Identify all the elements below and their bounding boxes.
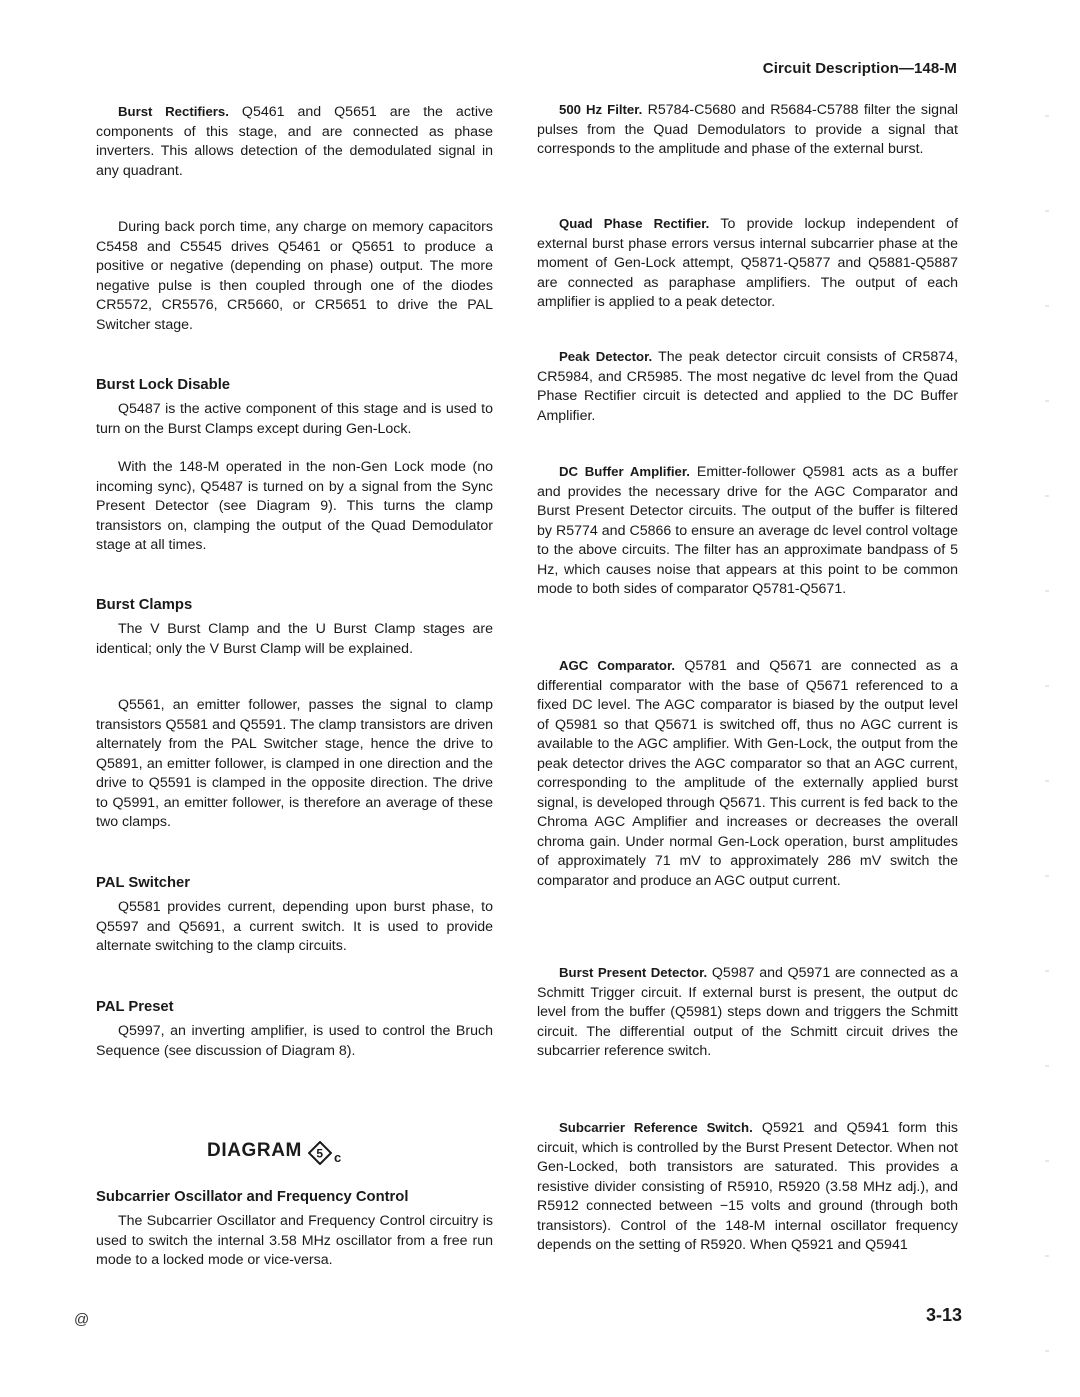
- paragraph-text: The peak detector circuit consists of CR5874, CR5984, and CR5985. The most negative dc level from the Quad Phase Rectifier circuit is detected and applied to the DC Buffer Amplifier.: [537, 349, 958, 424]
- peak-detector-paragraph: [537, 347, 958, 426]
- pal-switcher-section: [96, 874, 493, 957]
- diagram-number-diamond-icon: [308, 1141, 328, 1161]
- pal-preset-paragraph: Q5997, an inverting amplifier, is used to control the Bruch Sequence (see discussion of Diagram 8).: [96, 1023, 493, 1059]
- paragraph-text: To provide lockup independent of external burst phase errors versus internal subcarrier phase at the moment of Gen-Lock attempt, Q5871-Q5877 and Q5881-Q5887 are connected as paraphase amplifiers. The output of each amplifier is applied to a peak detector.: [537, 216, 959, 310]
- quad-phase-rectifier-paragraph: [537, 214, 958, 313]
- paragraph-text: Q5781 and Q5671 are connected as a differential comparator with the base of Q5671 referenced to a fixed DC level. The AGC comparator is biased by the output level of Q5981 so that Q5671 is switched off, thus no AGC current is available to the AGC amplifier. With Gen-Lock, the output from the peak detector drives the AGC comparator so that an AGC current, corresponding to the amplitude of the externally applied burst signal, is developed through Q5671. This current is fed back to the Chroma AGC Amplifier and increases or decreases the overall chroma gain. Under normal Gen-Lock operation, burst amplitudes of approximately 71 mV to approximately 286 mV switch the comparator and produce an AGC output current.: [537, 658, 958, 889]
- burst-clamps-paragraph-2: Q5561, an emitter follower, passes the signal to clamp transistors Q5581 and Q5591. The clamp transistors are driven alternately from the PAL Switcher stage, hence the drive to Q5891, an emitter follower, is clamped in one direction and the drive to Q5591 is clamped in the opposite direction. The drive to Q5991, an emitter follower, is therefore an average of these two clamps.: [96, 697, 493, 830]
- burst-present-detector-paragraph: [537, 963, 958, 1062]
- burst-rectifiers-paragraph: [96, 102, 493, 181]
- paragraph-text: Q5921 and Q5941 form this circuit, which is controlled by the Burst Present Detector. When not Gen-Locked, both transistors are saturated. This provides a resistive divider consisting of R5910, R5920 (3.58 MHz adj.), and R5912 connected between −15 volts and ground (through both transistors). Control of the 148-M internal oscillator frequency depends on the setting of R5920. When Q5921 and Q5941: [537, 1120, 959, 1253]
- paragraph-lead: Burst Present Detector.: [559, 965, 708, 980]
- dc-buffer-amplifier-paragraph: [537, 462, 958, 600]
- paragraph-lead: Subcarrier Reference Switch.: [559, 1120, 753, 1135]
- subcarrier-reference-switch-paragraph: [537, 1118, 958, 1256]
- diagram-label: DIAGRAM: [207, 1140, 302, 1161]
- back-porch-section: [96, 218, 493, 335]
- filter-500hz-section: [537, 100, 958, 160]
- section-heading: Burst Lock Disable: [96, 377, 231, 393]
- quad-phase-rectifier-section: [537, 214, 958, 313]
- section-heading: Subcarrier Oscillator and Frequency Control: [96, 1189, 409, 1205]
- section-heading: PAL Preset: [96, 999, 174, 1015]
- pal-preset-section: [96, 998, 493, 1061]
- paragraph-text: R5784-C5680 and R5684-C5788 filter the signal pulses from the Quad Demodulators to provide a signal that corresponds to the amplitude and phase of the external burst.: [537, 102, 958, 157]
- dc-buffer-amplifier-section: [537, 462, 958, 600]
- burst-lock-disable-continued: [96, 458, 493, 556]
- diagram-suffix: c: [333, 1150, 342, 1165]
- agc-comparator-section: [537, 656, 958, 891]
- filter-500hz-paragraph: [537, 100, 958, 160]
- paragraph-text: Emitter-follower Q5981 acts as a buffer and provides the necessary drive for the AGC Comparator and Burst Present Detector circuits. The output of the buffer is filtered by R5774 and C5866 to ensure an average dc level control voltage to the above circuits. The filter has an approximate bandpass of 5 Hz, which causes noise that appears at this point to be common mode to both sides of comparator Q5781-Q5671.: [537, 464, 958, 597]
- burst-rectifiers-section: [96, 102, 493, 181]
- burst-clamps-section: [96, 596, 493, 659]
- subcarrier-reference-switch-section: [537, 1118, 958, 1256]
- paragraph-lead: DC Buffer Amplifier.: [559, 464, 690, 479]
- paragraph-lead: AGC Comparator.: [559, 658, 676, 673]
- footer-mark: @: [74, 1311, 90, 1328]
- section-heading: Burst Clamps: [96, 597, 193, 613]
- scan-edge-artifact: [1045, 55, 1049, 1365]
- paragraph-lead: Peak Detector.: [559, 349, 653, 364]
- page-number: 3-13: [926, 1305, 963, 1325]
- diagram-number: 5: [316, 1146, 324, 1161]
- burst-clamps-continued: [96, 696, 493, 833]
- diagram-title: [207, 1140, 342, 1165]
- subcarrier-oscillator-paragraph: The Subcarrier Oscillator and Frequency Control circuitry is used to switch the internal 3.58 MHz oscillator from a free run mode to a locked mode or vice-versa.: [96, 1213, 493, 1268]
- subcarrier-oscillator-section: [96, 1188, 493, 1271]
- burst-lock-disable-paragraph-2: With the 148-M operated in the non-Gen Lock mode (no incoming sync), Q5487 is turned on by a signal from the Sync Present Detector (see Diagram 9). This turns the clamp transistors on, clamping the output of the Quad Demodulator stage at all times.: [96, 459, 493, 553]
- peak-detector-section: [537, 347, 958, 426]
- burst-lock-disable-paragraph-1: Q5487 is the active component of this stage and is used to turn on the Burst Clamps except during Gen-Lock.: [96, 401, 493, 437]
- agc-comparator-paragraph: [537, 656, 958, 891]
- burst-lock-disable-section: [96, 376, 493, 439]
- back-porch-paragraph: During back porch time, any charge on memory capacitors C5458 and C5545 drives Q5461 or Q5651 to produce a positive or negative (depending on phase) output. The more negative pulse is then coupled through one of the diodes CR5572, CR5576, CR5660, or CR5651 to drive the PAL Switcher stage.: [96, 219, 493, 333]
- paragraph-text: Q5461 and Q5651 are the active components of this stage, and are connected as phase inverters. This allows detection of the demodulated signal in any quadrant.: [96, 104, 493, 179]
- section-heading: PAL Switcher: [96, 875, 191, 891]
- paragraph-lead: Burst Rectifiers.: [118, 104, 229, 119]
- running-head: Circuit Description—148-M: [762, 60, 957, 77]
- paragraph-text: Q5987 and Q5971 are connected as a Schmitt Trigger circuit. If external burst is present, the output dc level from the buffer (Q5981) steps down and triggers the Schmitt circuit. The differential output of the Schmitt circuit drives the subcarrier reference switch.: [537, 965, 958, 1059]
- burst-present-detector-section: [537, 963, 958, 1062]
- burst-clamps-paragraph-1: The V Burst Clamp and the U Burst Clamp stages are identical; only the V Burst Clamp will be explained.: [96, 621, 493, 657]
- paragraph-lead: 500 Hz Filter.: [559, 102, 643, 117]
- pal-switcher-paragraph: Q5581 provides current, depending upon burst phase, to Q5597 and Q5691, a current switch. It is used to provide alternate switching to the clamp circuits.: [96, 899, 493, 954]
- paragraph-lead: Quad Phase Rectifier.: [559, 216, 710, 231]
